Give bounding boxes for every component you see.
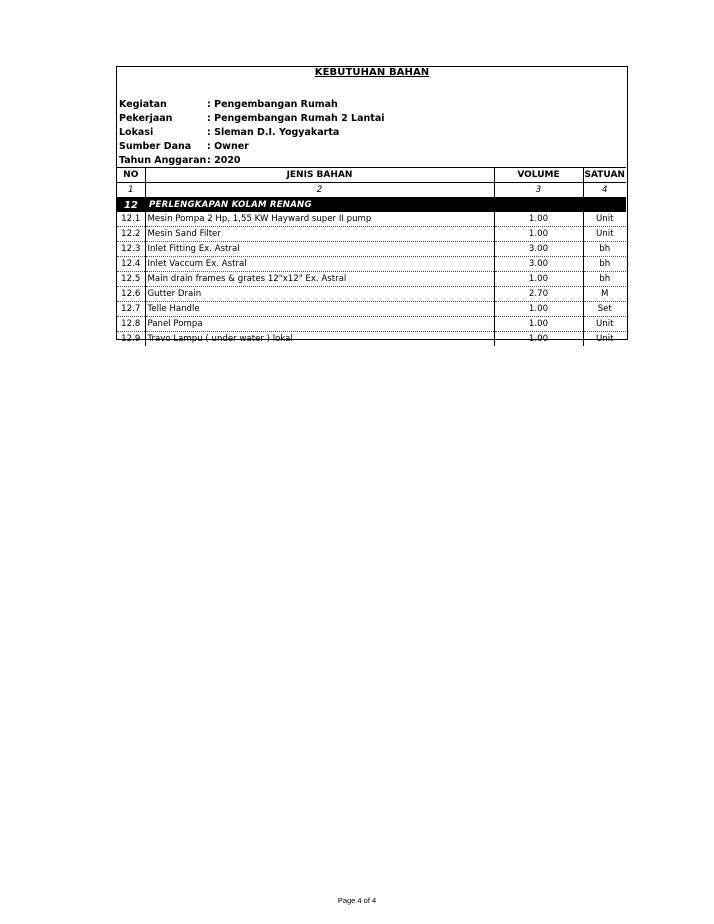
section-number: 12 (117, 198, 145, 213)
info-row-lokasi (119, 125, 619, 139)
page-number: Page 4 of 4 (337, 896, 377, 905)
info-label: Sumber Dana (119, 140, 192, 152)
table-row (117, 332, 626, 347)
cell-satuan: Unit (583, 212, 626, 227)
cell-no: 12.9 (121, 333, 141, 344)
column-header-satuan: SATUAN (583, 168, 626, 183)
cell-satuan: Unit (583, 227, 626, 242)
column-index-no: 1 (117, 183, 145, 198)
column-index-volume: 3 (494, 183, 583, 198)
table-header-row (117, 168, 626, 183)
cell-jenis: Travo Lampu ( under water ) lokal (145, 332, 494, 347)
cell-jenis: Inlet Fitting Ex. Astral (145, 242, 494, 257)
info-row-tahun-anggaran (119, 153, 619, 167)
cell-no: 12.2 (117, 227, 145, 242)
section-title: PERLENGKAPAN KOLAM RENANG (145, 198, 626, 213)
document-title: KEBUTUHAN BAHAN (314, 67, 430, 78)
info-value: : Pengembangan Rumah 2 Lantai (207, 112, 385, 124)
info-value: : 2020 (207, 154, 241, 166)
cell-jenis: Mesin Sand Filter (145, 227, 494, 242)
cell-jenis: Gutter Drain (145, 287, 494, 302)
project-info (119, 97, 619, 167)
cell-satuan: Set (583, 302, 626, 317)
column-header-volume: VOLUME (494, 168, 583, 183)
table-row (117, 242, 626, 257)
table-row (117, 227, 626, 242)
cell-satuan: bh (583, 242, 626, 257)
material-sheet (116, 66, 628, 344)
cell-no: 12.8 (117, 317, 145, 332)
cell-satuan: Unit (583, 332, 626, 347)
table-row (117, 212, 626, 227)
table-row (117, 272, 626, 287)
cell-jenis: Telle Handle (145, 302, 494, 317)
info-label: Lokasi (119, 126, 154, 138)
cell-jenis: Mesin Pompa 2 Hp, 1,55 KW Hayward super II pump (145, 212, 494, 227)
cell-satuan: Unit (583, 317, 626, 332)
cell-volume: 3.00 (494, 242, 583, 257)
section-row (117, 198, 626, 213)
cell-no: 12.5 (117, 272, 145, 287)
cell-volume: 1.00 (494, 227, 583, 242)
table-row (117, 302, 626, 317)
cell-volume: 1.00 (494, 332, 583, 347)
cell-no: 12.6 (117, 287, 145, 302)
cell-jenis: Main drain frames & grates 12"x12" Ex. Astral (145, 272, 494, 287)
cell-volume: 3.00 (494, 257, 583, 272)
column-index-jenis: 2 (145, 183, 494, 198)
info-row-kegiatan (119, 97, 619, 111)
column-header-jenis: JENIS BAHAN (145, 168, 494, 183)
info-value: : Owner (207, 140, 249, 152)
info-row-sumber-dana (119, 139, 619, 153)
column-index-row (117, 183, 626, 198)
info-row-pekerjaan (119, 111, 619, 125)
cell-satuan: bh (583, 272, 626, 287)
info-label: Kegiatan (119, 98, 167, 110)
cell-volume: 1.00 (494, 317, 583, 332)
cell-satuan: bh (583, 257, 626, 272)
cell-volume: 2.70 (494, 287, 583, 302)
table-row (117, 287, 626, 302)
column-header-no: NO (117, 168, 145, 183)
info-label: Pekerjaan (119, 112, 173, 124)
cell-no: 12.1 (117, 212, 145, 227)
table-row (117, 317, 626, 332)
cell-no: 12.3 (117, 242, 145, 257)
cell-jenis: Panel Pompa (145, 317, 494, 332)
material-table (117, 167, 626, 346)
table-row (117, 257, 626, 272)
info-label: Tahun Anggaran (119, 154, 207, 166)
cell-no: 12.7 (117, 302, 145, 317)
column-index-satuan: 4 (583, 183, 626, 198)
info-value: : Pengembangan Rumah (207, 98, 338, 110)
cell-jenis: Inlet Vaccum Ex. Astral (145, 257, 494, 272)
cell-no: 12.4 (117, 257, 145, 272)
cell-volume: 1.00 (494, 272, 583, 287)
cell-volume: 1.00 (494, 302, 583, 317)
info-value: : Sleman D.I. Yogyakarta (207, 126, 340, 138)
cell-satuan: M (583, 287, 626, 302)
cell-volume: 1.00 (494, 212, 583, 227)
